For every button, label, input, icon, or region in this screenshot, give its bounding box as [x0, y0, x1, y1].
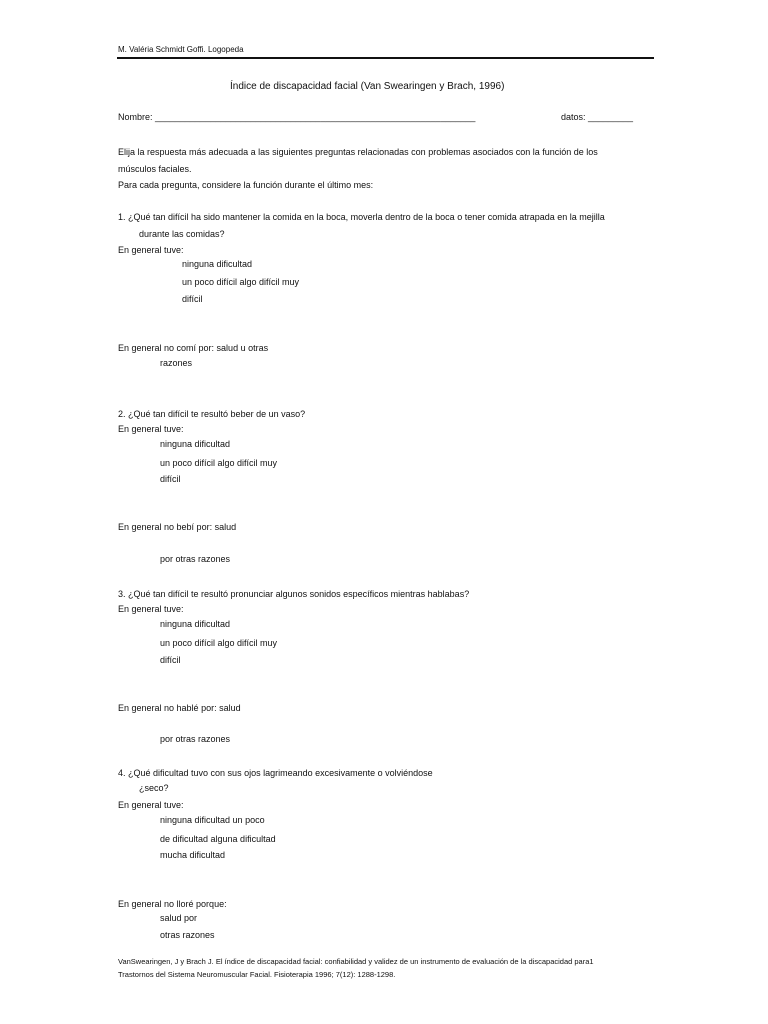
header-author: M. Valéria Schmidt Goffi. Logopeda	[118, 45, 244, 54]
date-field-line: datos: _________	[561, 112, 634, 122]
q1-not-done-line-2: razones	[160, 358, 193, 368]
q3-not-done-line: En general no hablé por: salud	[118, 703, 241, 713]
q1-text-line-2: durante las comidas?	[139, 229, 225, 239]
q2-text-line-1: 2. ¿Qué tan difícil te resultó beber de un vaso?	[118, 409, 306, 419]
page-number: 1	[589, 957, 594, 966]
q1-option-2: un poco difícil algo difícil muy	[182, 277, 300, 287]
q2-not-done-line: En general no bebí por: salud	[118, 522, 237, 532]
intro-line-1: Elija la respuesta más adecuada a las siguientes preguntas relacionadas con problemas asociados con la función de los	[118, 147, 598, 157]
q2-option-3: difícil	[160, 474, 181, 484]
q4-not-done-line-2: salud por	[160, 913, 198, 923]
q1-general-label: En general tuve:	[118, 245, 184, 255]
q1-option-1: ninguna dificultad	[182, 259, 253, 269]
q4-option-1: ninguna dificultad un poco	[160, 815, 265, 825]
q3-not-done-line-2: por otras razones	[160, 734, 231, 744]
q2-option-2: un poco difícil algo difícil muy	[160, 458, 278, 468]
q1-option-3: difícil	[182, 294, 203, 304]
header-divider	[117, 57, 654, 59]
q2-general-label: En general tuve:	[118, 424, 184, 434]
q3-option-1: ninguna dificultad	[160, 619, 231, 629]
document-title: Índice de discapacidad facial (Van Swearingen y Brach, 1996)	[230, 81, 505, 92]
q4-option-3: mucha dificultad	[160, 850, 226, 860]
q1-not-done-line: En general no comí por: salud u otras	[118, 343, 269, 353]
intro-line-2: músculos faciales.	[118, 164, 192, 174]
name-field-line: Nombre: ________________________________________________________________	[118, 112, 476, 122]
q3-text-line-1: 3. ¿Qué tan difícil te resultó pronunciar algunos sonidos específicos mientras hablabas?	[118, 589, 470, 599]
q3-option-2: un poco difícil algo difícil muy	[160, 638, 278, 648]
footer-citation-line-2: Trastornos del Sistema Neuromuscular Facial. Fisioterapia 1996; 7(12): 1288-1298.	[118, 970, 396, 979]
q2-option-1: ninguna dificultad	[160, 439, 231, 449]
q2-not-done-line-2: por otras razones	[160, 554, 231, 564]
q1-text-line-1: 1. ¿Qué tan difícil ha sido mantener la comida en la boca, moverla dentro de la boca o tener comida atrapada en la mejilla	[118, 212, 605, 222]
q3-general-label: En general tuve:	[118, 604, 184, 614]
q4-option-2: de dificultad alguna dificultad	[160, 834, 276, 844]
q4-not-done-line: En general no lloré porque:	[118, 899, 227, 909]
q4-text-line-1: 4. ¿Qué dificultad tuvo con sus ojos lagrimeando excesivamente o volviéndose	[118, 768, 433, 778]
intro-line-3: Para cada pregunta, considere la función durante el último mes:	[118, 180, 374, 190]
q4-not-done-line-3: otras razones	[160, 930, 215, 940]
q4-general-label: En general tuve:	[118, 800, 184, 810]
footer-citation-text: VanSwearingen, J y Brach J. El índice de discapacidad facial: confiabilidad y validez de un instrumento de evaluación de la discapacidad para	[118, 957, 590, 966]
q4-text-line-2: ¿seco?	[139, 783, 169, 793]
q3-option-3: difícil	[160, 655, 181, 665]
footer-citation-line-1	[118, 956, 594, 968]
